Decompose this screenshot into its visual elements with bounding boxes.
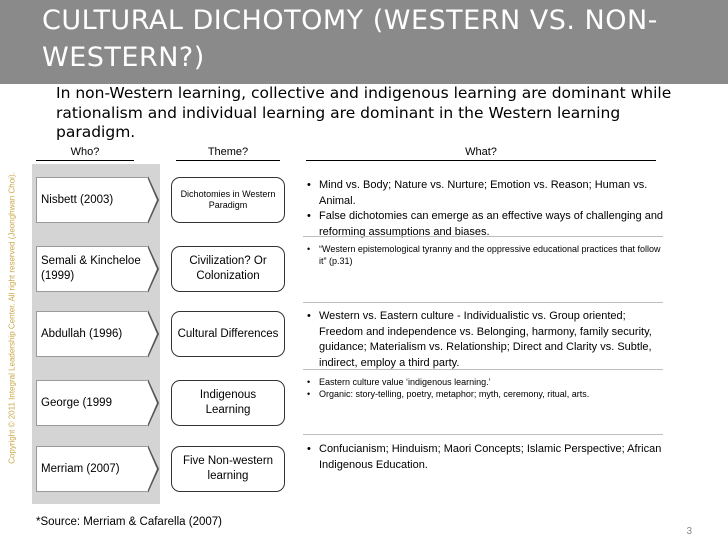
who-nisbett [36, 177, 148, 223]
who-label: Abdullah (1996) [41, 327, 123, 340]
title-bar [0, 0, 728, 84]
theme-label: Five Non-western learning [182, 455, 274, 482]
copyright-notice: Copyright © 2011 Integral Leadership Center. All right reserved (Jeonghwan Choi). [7, 172, 17, 464]
theme-dichotomies [171, 177, 285, 223]
theme-cultural-differences [171, 311, 285, 357]
row-divider [303, 369, 663, 370]
who-semali [36, 246, 148, 292]
row-divider [303, 302, 663, 303]
row-divider [303, 236, 663, 237]
what-list-abdullah [306, 309, 666, 371]
theme-label: Cultural Differences [177, 327, 279, 340]
list-item: • Mind vs. Body; Nature vs. Nurture; Emotion vs. Reason; Human vs. Animal. [306, 178, 666, 209]
page-number: 3 [686, 526, 692, 537]
theme-label: Civilization? Or Colonization [189, 255, 267, 282]
header-what: What? [306, 146, 656, 161]
list-item: • Western vs. Eastern culture - Individualistic vs. Group oriented; Freedom and independence vs. Belonging, harmony, family security, guidance; Materialism vs. Relationship; Direct and Clarity vs. Subtle, indirect, employ a third party. [306, 309, 666, 371]
who-label: Semali & Kincheloe (1999) [41, 255, 141, 282]
who-george [36, 380, 148, 426]
theme-label: Dichotomies in Western Paradigm [180, 189, 276, 210]
who-abdullah [36, 311, 148, 357]
theme-label: Indigenous Learning [199, 389, 257, 416]
who-label: George (1999 [41, 396, 112, 409]
theme-indigenous [171, 380, 285, 426]
list-item: • False dichotomies can emerge as an effective ways of challenging and reforming assumptions and biases. [306, 209, 666, 240]
what-list-nisbett [306, 178, 666, 240]
list-item: • Confucianism; Hinduism; Maori Concepts; Islamic Perspective; African Indigenous Education. [306, 442, 666, 473]
list-item: • Organic: story-telling, poetry, metaphor; myth, ceremony, ritual, arts. [306, 388, 666, 400]
list-item: • “Western epistemological tyranny and the oppressive educational practices that follow it” (p.31) [306, 243, 666, 267]
intro-text: In non-Western learning, collective and indigenous learning are dominant while rationalism and individual learning are dominant in the Western learning paradigm. [56, 84, 672, 141]
header-theme: Theme? [176, 146, 280, 161]
who-label: Nisbett (2003) [41, 193, 114, 206]
who-label: Merriam (2007) [41, 462, 120, 475]
what-list-george [306, 376, 666, 400]
header-who: Who? [36, 146, 134, 161]
source-citation: *Source: Merriam & Cafarella (2007) [36, 516, 222, 528]
theme-civilization [171, 246, 285, 292]
slide-title: CULTURAL DICHOTOMY (WESTERN VS. NON-WESTERN?) [42, 5, 658, 73]
list-item: • Eastern culture value ‘indigenous learning.’ [306, 376, 666, 388]
who-merriam [36, 446, 148, 492]
row-divider [303, 434, 663, 435]
what-list-merriam [306, 442, 666, 473]
what-list-semali [306, 243, 666, 267]
theme-five-non-western [171, 446, 285, 492]
